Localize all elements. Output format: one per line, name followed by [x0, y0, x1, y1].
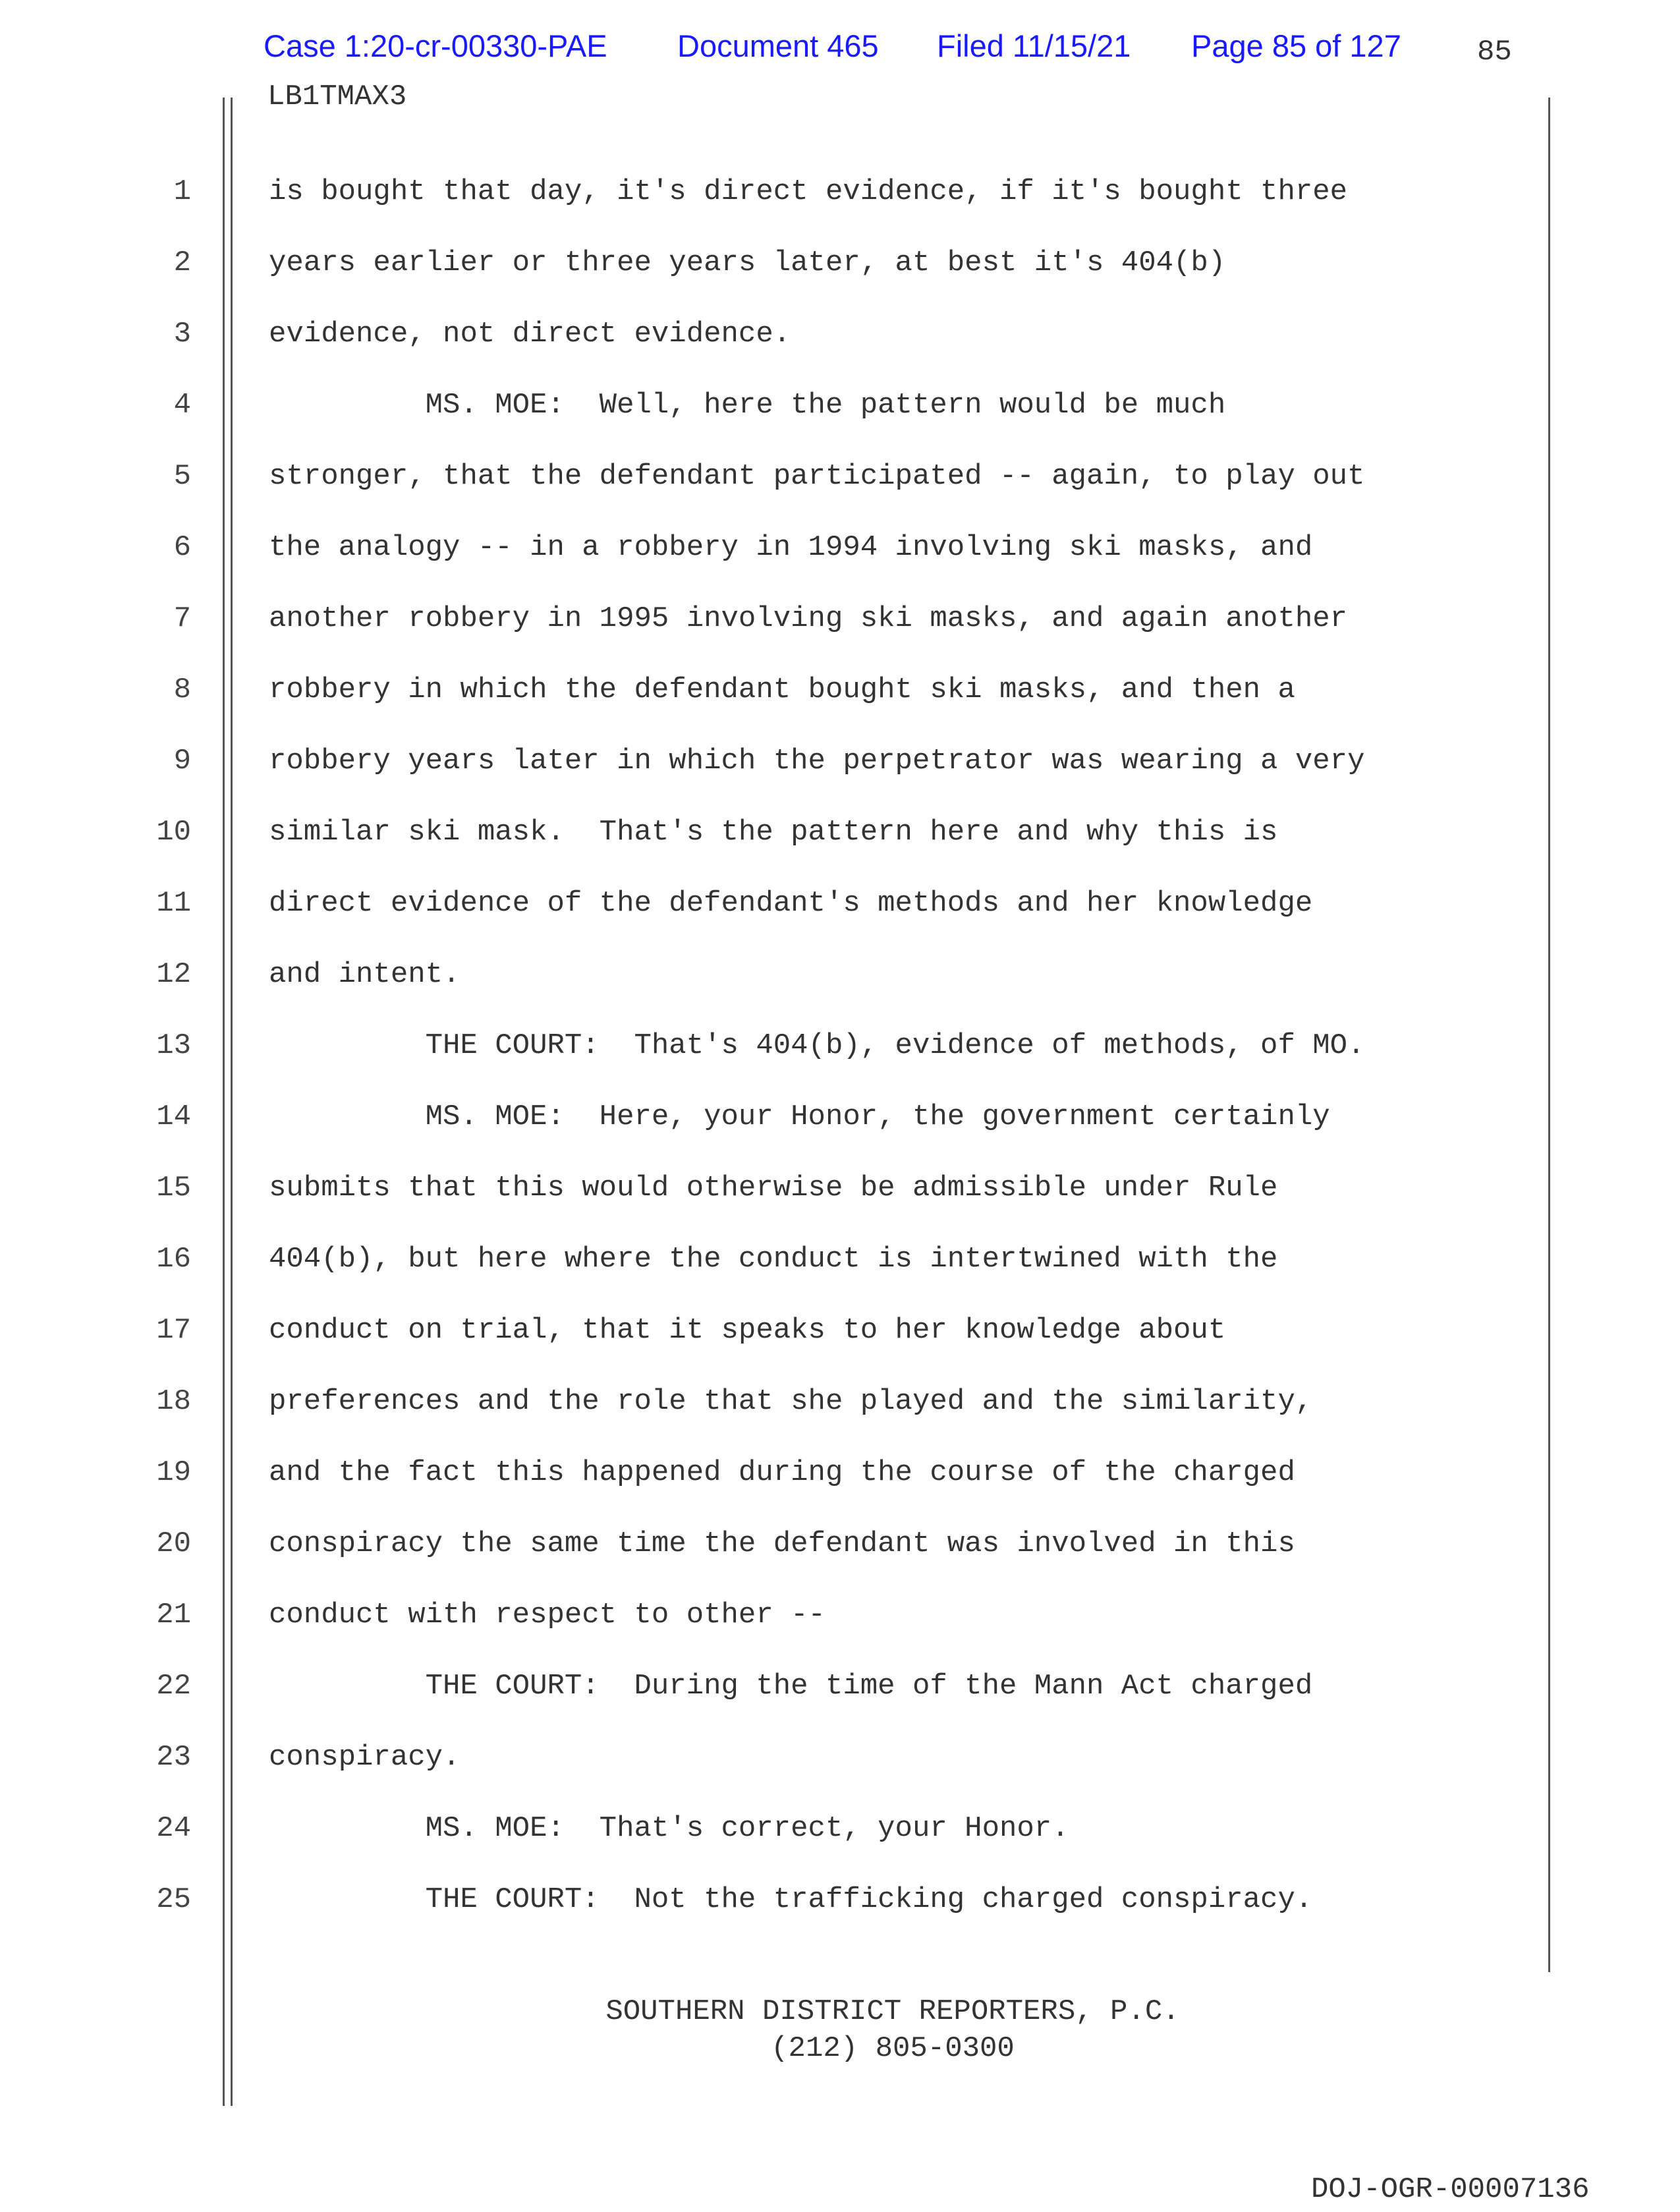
transcript-line: conduct with respect to other -- — [269, 1599, 826, 1631]
page-number: 85 — [1477, 36, 1512, 69]
bates-number: DOJ-OGR-00007136 — [1311, 2173, 1590, 2206]
transcript-line: robbery in which the defendant bought ski masks, and then a — [269, 673, 1295, 706]
line-number: 10 — [156, 816, 191, 849]
reporter-phone: (212) 805-0300 — [771, 2032, 1015, 2065]
line-number: 23 — [156, 1741, 191, 1774]
line-number: 1 — [173, 175, 191, 208]
right-margin-rule — [1548, 98, 1550, 1972]
line-number: 21 — [156, 1599, 191, 1631]
line-number: 17 — [156, 1314, 191, 1347]
transcript-line: THE COURT: That's 404(b), evidence of methods, of MO. — [269, 1029, 1365, 1062]
transcript-line: another robbery in 1995 involving ski masks, and again another — [269, 602, 1348, 635]
line-number: 20 — [156, 1527, 191, 1560]
transcript-line: conduct on trial, that it speaks to her knowledge about — [269, 1314, 1226, 1347]
transcript-line: direct evidence of the defendant's methods and her knowledge — [269, 887, 1313, 920]
line-number: 19 — [156, 1456, 191, 1489]
line-number: 9 — [173, 745, 191, 778]
line-number: 11 — [156, 887, 191, 920]
transcript-line: THE COURT: Not the trafficking charged conspiracy. — [269, 1883, 1313, 1916]
filed-date: Filed 11/15/21 — [937, 28, 1131, 63]
line-number: 5 — [173, 460, 191, 493]
transcript-line: is bought that day, it's direct evidence, if it's bought three — [269, 175, 1348, 208]
line-number: 18 — [156, 1385, 191, 1418]
line-number: 15 — [156, 1172, 191, 1205]
document-code: LB1TMAX3 — [267, 80, 407, 113]
line-number: 22 — [156, 1670, 191, 1703]
transcript-line: years earlier or three years later, at best it's 404(b) — [269, 246, 1226, 279]
line-number: 12 — [156, 958, 191, 991]
line-number: 24 — [156, 1812, 191, 1845]
transcript-line: evidence, not direct evidence. — [269, 318, 791, 351]
transcript-line: the analogy -- in a robbery in 1994 involving ski masks, and — [269, 531, 1313, 564]
transcript-line: MS. MOE: Well, here the pattern would be much — [269, 389, 1226, 422]
line-number: 4 — [173, 389, 191, 422]
line-number: 14 — [156, 1100, 191, 1133]
left-margin-rule-outer — [223, 98, 225, 2106]
transcript-line: preferences and the role that she played and the similarity, — [269, 1385, 1313, 1418]
line-number: 2 — [173, 246, 191, 279]
line-number: 25 — [156, 1883, 191, 1916]
transcript-line: robbery years later in which the perpetrator was wearing a very — [269, 745, 1365, 778]
line-number: 6 — [173, 531, 191, 564]
transcript-line: THE COURT: During the time of the Mann Act charged — [269, 1670, 1313, 1703]
transcript-line: and intent. — [269, 958, 461, 991]
line-number: 13 — [156, 1029, 191, 1062]
transcript-line: stronger, that the defendant participated -- again, to play out — [269, 460, 1365, 493]
transcript-line: MS. MOE: That's correct, your Honor. — [269, 1812, 1069, 1845]
line-number: 7 — [173, 602, 191, 635]
case-number: Case 1:20-cr-00330-PAE — [264, 28, 607, 63]
transcript-line: similar ski mask. That's the pattern here and why this is — [269, 816, 1278, 849]
page-of-total: Page 85 of 127 — [1191, 28, 1401, 63]
transcript-line: and the fact this happened during the course of the charged — [269, 1456, 1295, 1489]
reporter-name: SOUTHERN DISTRICT REPORTERS, P.C. — [605, 1995, 1180, 2028]
transcript-line: MS. MOE: Here, your Honor, the government certainly — [269, 1100, 1330, 1133]
line-number: 8 — [173, 673, 191, 706]
left-margin-rule-inner — [231, 98, 233, 2106]
line-number: 16 — [156, 1243, 191, 1276]
document-number: Document 465 — [677, 28, 879, 63]
transcript-line: conspiracy the same time the defendant was involved in this — [269, 1527, 1295, 1560]
transcript-line: conspiracy. — [269, 1741, 461, 1774]
line-number: 3 — [173, 318, 191, 351]
transcript-line: 404(b), but here where the conduct is intertwined with the — [269, 1243, 1278, 1276]
transcript-line: submits that this would otherwise be admissible under Rule — [269, 1172, 1278, 1205]
